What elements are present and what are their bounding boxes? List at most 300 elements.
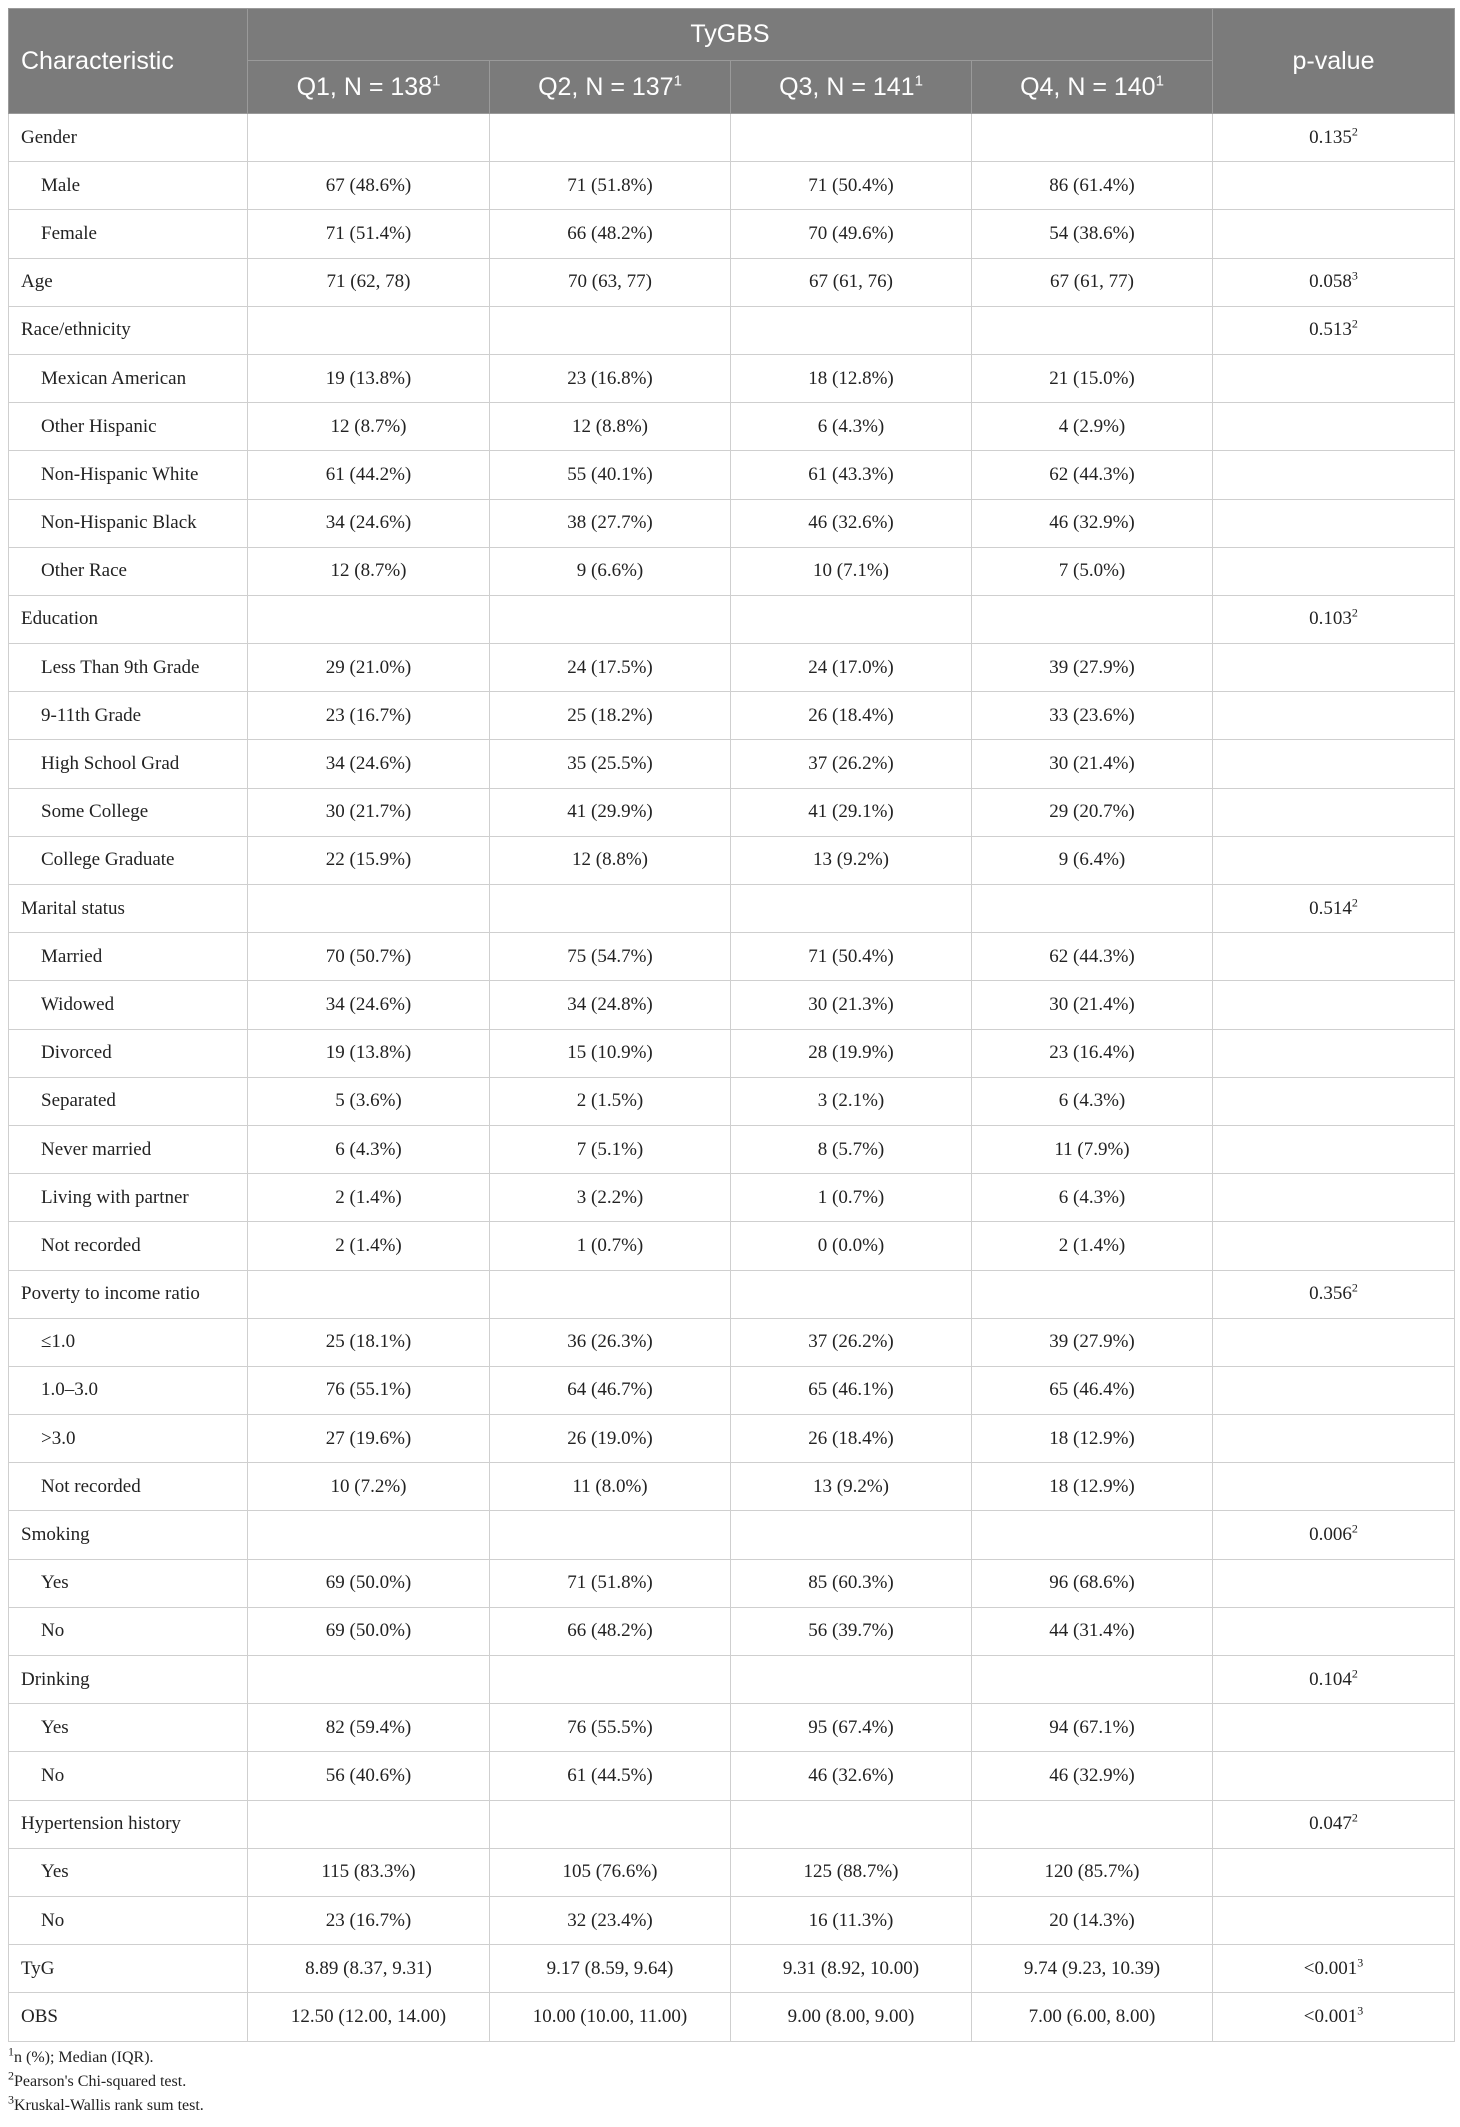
cell-q2: 26 (19.0%) bbox=[490, 1415, 731, 1463]
row-label: No bbox=[9, 1896, 248, 1944]
cell-pvalue bbox=[1213, 403, 1455, 451]
cell-q4: 62 (44.3%) bbox=[972, 933, 1213, 981]
row-label: Other Race bbox=[9, 547, 248, 595]
cell-q4 bbox=[972, 1656, 1213, 1704]
cell-q2: 32 (23.4%) bbox=[490, 1896, 731, 1944]
table-row bbox=[9, 306, 1455, 354]
cell-q3: 16 (11.3%) bbox=[731, 1896, 972, 1944]
header-characteristic: Characteristic bbox=[9, 9, 248, 114]
cell-q3 bbox=[731, 1656, 972, 1704]
table-row bbox=[9, 933, 1455, 981]
cell-q2: 2 (1.5%) bbox=[490, 1077, 731, 1125]
cell-q2 bbox=[490, 306, 731, 354]
cell-q3: 65 (46.1%) bbox=[731, 1366, 972, 1414]
cell-q1 bbox=[248, 114, 490, 162]
cell-q2: 12 (8.8%) bbox=[490, 836, 731, 884]
cell-q2: 75 (54.7%) bbox=[490, 933, 731, 981]
pvalue-text: 0.104 bbox=[1309, 1668, 1352, 1690]
table-row bbox=[9, 788, 1455, 836]
cell-q4: 86 (61.4%) bbox=[972, 162, 1213, 210]
footnote-text: Pearson's Chi-squared test. bbox=[14, 2072, 187, 2090]
row-label: Not recorded bbox=[9, 1222, 248, 1270]
cell-q1: 8.89 (8.37, 9.31) bbox=[248, 1945, 490, 1993]
cell-q4: 96 (68.6%) bbox=[972, 1559, 1213, 1607]
cell-q2 bbox=[490, 1800, 731, 1848]
cell-q3: 41 (29.1%) bbox=[731, 788, 972, 836]
cell-pvalue bbox=[1213, 210, 1455, 258]
cell-q1: 69 (50.0%) bbox=[248, 1607, 490, 1655]
table-row bbox=[9, 1174, 1455, 1222]
table-row bbox=[9, 644, 1455, 692]
header-group-tygbs: TyGBS bbox=[248, 9, 1213, 61]
table-row bbox=[9, 1704, 1455, 1752]
cell-q3: 9.31 (8.92, 10.00) bbox=[731, 1945, 972, 1993]
cell-q1: 69 (50.0%) bbox=[248, 1559, 490, 1607]
row-label: Drinking bbox=[9, 1656, 248, 1704]
pvalue-footnote-marker: 2 bbox=[1351, 1666, 1358, 1681]
row-label: Gender bbox=[9, 114, 248, 162]
cell-q2: 12 (8.8%) bbox=[490, 403, 731, 451]
cell-pvalue bbox=[1213, 1511, 1455, 1559]
cell-q1: 67 (48.6%) bbox=[248, 162, 490, 210]
cell-q3: 37 (26.2%) bbox=[731, 740, 972, 788]
cell-pvalue bbox=[1213, 644, 1455, 692]
cell-q1 bbox=[248, 1656, 490, 1704]
row-label: Hypertension history bbox=[9, 1800, 248, 1848]
table-row bbox=[9, 595, 1455, 643]
cell-q1: 34 (24.6%) bbox=[248, 499, 490, 547]
pvalue-text: 0.356 bbox=[1309, 1283, 1352, 1305]
cell-q1: 61 (44.2%) bbox=[248, 451, 490, 499]
cell-q4: 65 (46.4%) bbox=[972, 1366, 1213, 1414]
table-row bbox=[9, 1270, 1455, 1318]
footnote-marker: 1 bbox=[8, 2044, 14, 2059]
cell-q3 bbox=[731, 1270, 972, 1318]
cell-q2: 15 (10.9%) bbox=[490, 1029, 731, 1077]
cell-q3: 71 (50.4%) bbox=[731, 933, 972, 981]
table-row bbox=[9, 1366, 1455, 1414]
table-row bbox=[9, 1463, 1455, 1511]
cell-pvalue bbox=[1213, 1270, 1455, 1318]
pvalue-footnote-marker: 3 bbox=[1357, 2003, 1364, 2018]
row-label: Poverty to income ratio bbox=[9, 1270, 248, 1318]
table-row bbox=[9, 403, 1455, 451]
row-label: No bbox=[9, 1607, 248, 1655]
cell-pvalue bbox=[1213, 451, 1455, 499]
pvalue-footnote-marker: 2 bbox=[1351, 1810, 1358, 1825]
pvalue-footnote-marker: 3 bbox=[1351, 268, 1358, 283]
table-row bbox=[9, 1848, 1455, 1896]
cell-q4: 7.00 (6.00, 8.00) bbox=[972, 1993, 1213, 2041]
cell-q3: 24 (17.0%) bbox=[731, 644, 972, 692]
table-row bbox=[9, 1511, 1455, 1559]
cell-q4: 62 (44.3%) bbox=[972, 451, 1213, 499]
cell-q4 bbox=[972, 114, 1213, 162]
cell-q4 bbox=[972, 1270, 1213, 1318]
table-row bbox=[9, 1945, 1455, 1993]
cell-q3 bbox=[731, 306, 972, 354]
cell-q2: 24 (17.5%) bbox=[490, 644, 731, 692]
table-row bbox=[9, 981, 1455, 1029]
cell-pvalue bbox=[1213, 114, 1455, 162]
cell-q4: 120 (85.7%) bbox=[972, 1848, 1213, 1896]
pvalue-footnote-marker: 2 bbox=[1351, 124, 1358, 139]
table-row bbox=[9, 1077, 1455, 1125]
row-label: Never married bbox=[9, 1125, 248, 1173]
cell-q4: 9 (6.4%) bbox=[972, 836, 1213, 884]
pvalue-text: 0.135 bbox=[1309, 126, 1352, 148]
cell-q4: 7 (5.0%) bbox=[972, 547, 1213, 595]
cell-pvalue bbox=[1213, 1752, 1455, 1800]
cell-q4: 21 (15.0%) bbox=[972, 354, 1213, 402]
cell-q2: 3 (2.2%) bbox=[490, 1174, 731, 1222]
cell-q3: 10 (7.1%) bbox=[731, 547, 972, 595]
cell-q2: 64 (46.7%) bbox=[490, 1366, 731, 1414]
cell-q3: 9.00 (8.00, 9.00) bbox=[731, 1993, 972, 2041]
cell-q3: 95 (67.4%) bbox=[731, 1704, 972, 1752]
cell-q2: 23 (16.8%) bbox=[490, 354, 731, 402]
pvalue-text: 0.514 bbox=[1309, 897, 1352, 919]
table-row bbox=[9, 1559, 1455, 1607]
cell-q1: 23 (16.7%) bbox=[248, 1896, 490, 1944]
cell-q3 bbox=[731, 1511, 972, 1559]
table-row bbox=[9, 1415, 1455, 1463]
cell-q2: 1 (0.7%) bbox=[490, 1222, 731, 1270]
cell-q3: 67 (61, 76) bbox=[731, 258, 972, 306]
cell-q3 bbox=[731, 1800, 972, 1848]
table-row bbox=[9, 1752, 1455, 1800]
cell-q1: 12 (8.7%) bbox=[248, 547, 490, 595]
row-label: Marital status bbox=[9, 885, 248, 933]
cell-q4: 46 (32.9%) bbox=[972, 499, 1213, 547]
table-row bbox=[9, 1896, 1455, 1944]
table-row bbox=[9, 692, 1455, 740]
cell-q3: 71 (50.4%) bbox=[731, 162, 972, 210]
row-label: High School Grad bbox=[9, 740, 248, 788]
cell-pvalue bbox=[1213, 547, 1455, 595]
cell-q3: 13 (9.2%) bbox=[731, 836, 972, 884]
cell-q3: 56 (39.7%) bbox=[731, 1607, 972, 1655]
cell-q2 bbox=[490, 1511, 731, 1559]
cell-q1 bbox=[248, 595, 490, 643]
cell-q3: 6 (4.3%) bbox=[731, 403, 972, 451]
footnote-text: n (%); Median (IQR). bbox=[14, 2048, 154, 2066]
row-label: Yes bbox=[9, 1559, 248, 1607]
cell-pvalue bbox=[1213, 1415, 1455, 1463]
cell-q4: 39 (27.9%) bbox=[972, 644, 1213, 692]
cell-q2: 55 (40.1%) bbox=[490, 451, 731, 499]
cell-q1: 56 (40.6%) bbox=[248, 1752, 490, 1800]
cell-q3: 8 (5.7%) bbox=[731, 1125, 972, 1173]
cell-q4: 94 (67.1%) bbox=[972, 1704, 1213, 1752]
table-row bbox=[9, 210, 1455, 258]
cell-q2: 9.17 (8.59, 9.64) bbox=[490, 1945, 731, 1993]
table-footnotes bbox=[8, 2046, 1454, 2118]
cell-q3: 37 (26.2%) bbox=[731, 1318, 972, 1366]
cell-pvalue bbox=[1213, 1125, 1455, 1173]
cell-q1: 27 (19.6%) bbox=[248, 1415, 490, 1463]
cell-q1: 12.50 (12.00, 14.00) bbox=[248, 1993, 490, 2041]
cell-q4 bbox=[972, 1511, 1213, 1559]
cell-q3: 13 (9.2%) bbox=[731, 1463, 972, 1511]
cell-q1: 23 (16.7%) bbox=[248, 692, 490, 740]
row-label: Some College bbox=[9, 788, 248, 836]
cell-q4: 54 (38.6%) bbox=[972, 210, 1213, 258]
row-label: TyG bbox=[9, 1945, 248, 1993]
cell-q1: 12 (8.7%) bbox=[248, 403, 490, 451]
cell-q3: 26 (18.4%) bbox=[731, 1415, 972, 1463]
cell-pvalue bbox=[1213, 1848, 1455, 1896]
footnote-marker: 2 bbox=[8, 2068, 14, 2083]
cell-q3 bbox=[731, 595, 972, 643]
cell-q3: 3 (2.1%) bbox=[731, 1077, 972, 1125]
cell-q2 bbox=[490, 885, 731, 933]
cell-q3: 61 (43.3%) bbox=[731, 451, 972, 499]
header-q4: Q4, $N = 140^1$ bbox=[972, 61, 1213, 114]
row-label: 1.0–3.0 bbox=[9, 1366, 248, 1414]
cell-q2: 76 (55.5%) bbox=[490, 1704, 731, 1752]
cell-q2: 70 (63, 77) bbox=[490, 258, 731, 306]
row-label: 9-11th Grade bbox=[9, 692, 248, 740]
cell-q4: 39 (27.9%) bbox=[972, 1318, 1213, 1366]
cell-pvalue bbox=[1213, 1800, 1455, 1848]
cell-q3: 26 (18.4%) bbox=[731, 692, 972, 740]
row-label: Non-Hispanic White bbox=[9, 451, 248, 499]
pvalue-text: 0.058 bbox=[1309, 271, 1352, 293]
cell-pvalue bbox=[1213, 595, 1455, 643]
cell-q2 bbox=[490, 1656, 731, 1704]
cell-q1: 19 (13.8%) bbox=[248, 1029, 490, 1077]
cell-pvalue bbox=[1213, 1029, 1455, 1077]
cell-pvalue bbox=[1213, 1366, 1455, 1414]
characteristics-table bbox=[8, 8, 1455, 2042]
row-label: Not recorded bbox=[9, 1463, 248, 1511]
row-label: Married bbox=[9, 933, 248, 981]
table-row bbox=[9, 451, 1455, 499]
cell-pvalue bbox=[1213, 933, 1455, 981]
row-label: >3.0 bbox=[9, 1415, 248, 1463]
cell-q1 bbox=[248, 306, 490, 354]
table-row bbox=[9, 114, 1455, 162]
cell-q1: 70 (50.7%) bbox=[248, 933, 490, 981]
cell-q4: 18 (12.9%) bbox=[972, 1463, 1213, 1511]
cell-q1: 29 (21.0%) bbox=[248, 644, 490, 692]
cell-q1 bbox=[248, 885, 490, 933]
cell-q1: 2 (1.4%) bbox=[248, 1174, 490, 1222]
cell-q2: 36 (26.3%) bbox=[490, 1318, 731, 1366]
table-row bbox=[9, 547, 1455, 595]
cell-pvalue bbox=[1213, 499, 1455, 547]
header-pvalue: p-value bbox=[1213, 9, 1455, 114]
cell-q3: 46 (32.6%) bbox=[731, 499, 972, 547]
row-label: Education bbox=[9, 595, 248, 643]
cell-pvalue bbox=[1213, 1077, 1455, 1125]
row-label: No bbox=[9, 1752, 248, 1800]
cell-q4: 33 (23.6%) bbox=[972, 692, 1213, 740]
row-label: Yes bbox=[9, 1704, 248, 1752]
cell-q4: 11 (7.9%) bbox=[972, 1125, 1213, 1173]
cell-q1: 30 (21.7%) bbox=[248, 788, 490, 836]
table-header bbox=[9, 9, 1455, 114]
cell-q1: 34 (24.6%) bbox=[248, 740, 490, 788]
cell-q2 bbox=[490, 1270, 731, 1318]
cell-q2: 35 (25.5%) bbox=[490, 740, 731, 788]
row-label: Age bbox=[9, 258, 248, 306]
cell-q4 bbox=[972, 306, 1213, 354]
cell-q4: 30 (21.4%) bbox=[972, 740, 1213, 788]
row-label: Race/ethnicity bbox=[9, 306, 248, 354]
table-row bbox=[9, 499, 1455, 547]
pvalue-text: 0.103 bbox=[1309, 608, 1352, 630]
table-row bbox=[9, 1800, 1455, 1848]
cell-pvalue bbox=[1213, 1896, 1455, 1944]
table-row bbox=[9, 1125, 1455, 1173]
cell-pvalue bbox=[1213, 836, 1455, 884]
cell-q2: 7 (5.1%) bbox=[490, 1125, 731, 1173]
table-row bbox=[9, 1656, 1455, 1704]
cell-q4: 44 (31.4%) bbox=[972, 1607, 1213, 1655]
cell-q3: 46 (32.6%) bbox=[731, 1752, 972, 1800]
cell-q2: 38 (27.7%) bbox=[490, 499, 731, 547]
cell-pvalue bbox=[1213, 740, 1455, 788]
pvalue-text: 0.006 bbox=[1309, 1524, 1352, 1546]
cell-pvalue bbox=[1213, 1945, 1455, 1993]
row-label: Widowed bbox=[9, 981, 248, 1029]
cell-q3 bbox=[731, 114, 972, 162]
cell-pvalue bbox=[1213, 788, 1455, 836]
cell-q4: 6 (4.3%) bbox=[972, 1174, 1213, 1222]
cell-pvalue bbox=[1213, 306, 1455, 354]
cell-q4 bbox=[972, 1800, 1213, 1848]
cell-q3: 0 (0.0%) bbox=[731, 1222, 972, 1270]
table-row bbox=[9, 1993, 1455, 2041]
table-row bbox=[9, 162, 1455, 210]
header-q3: Q3, $N = 141^1$ bbox=[731, 61, 972, 114]
cell-q1: 25 (18.1%) bbox=[248, 1318, 490, 1366]
pvalue-footnote-marker: 2 bbox=[1351, 895, 1358, 910]
cell-q1: 115 (83.3%) bbox=[248, 1848, 490, 1896]
row-label: Female bbox=[9, 210, 248, 258]
cell-q4: 29 (20.7%) bbox=[972, 788, 1213, 836]
footnote-text: Kruskal-Wallis rank sum test. bbox=[14, 2096, 204, 2114]
cell-q4 bbox=[972, 595, 1213, 643]
cell-q1: 71 (62, 78) bbox=[248, 258, 490, 306]
cell-q2: 34 (24.8%) bbox=[490, 981, 731, 1029]
cell-pvalue bbox=[1213, 1222, 1455, 1270]
cell-q3: 70 (49.6%) bbox=[731, 210, 972, 258]
cell-q1: 71 (51.4%) bbox=[248, 210, 490, 258]
pvalue-footnote-marker: 2 bbox=[1351, 317, 1358, 332]
cell-pvalue bbox=[1213, 981, 1455, 1029]
cell-q2 bbox=[490, 114, 731, 162]
cell-q3: 18 (12.8%) bbox=[731, 354, 972, 402]
cell-q3 bbox=[731, 885, 972, 933]
cell-q3: 30 (21.3%) bbox=[731, 981, 972, 1029]
cell-q4: 46 (32.9%) bbox=[972, 1752, 1213, 1800]
table-body bbox=[9, 114, 1455, 2042]
cell-q4: 30 (21.4%) bbox=[972, 981, 1213, 1029]
cell-pvalue bbox=[1213, 1993, 1455, 2041]
row-label: Yes bbox=[9, 1848, 248, 1896]
cell-q1: 76 (55.1%) bbox=[248, 1366, 490, 1414]
cell-pvalue bbox=[1213, 1656, 1455, 1704]
cell-pvalue bbox=[1213, 692, 1455, 740]
pvalue-text: <0.001 bbox=[1303, 1957, 1358, 1979]
cell-q4: 67 (61, 77) bbox=[972, 258, 1213, 306]
cell-q3: 85 (60.3%) bbox=[731, 1559, 972, 1607]
cell-q2: 61 (44.5%) bbox=[490, 1752, 731, 1800]
cell-q4: 18 (12.9%) bbox=[972, 1415, 1213, 1463]
cell-q1: 6 (4.3%) bbox=[248, 1125, 490, 1173]
row-label: Mexican American bbox=[9, 354, 248, 402]
pvalue-footnote-marker: 2 bbox=[1351, 606, 1358, 621]
cell-q2: 71 (51.8%) bbox=[490, 1559, 731, 1607]
cell-q2: 9 (6.6%) bbox=[490, 547, 731, 595]
footnote bbox=[8, 2070, 1454, 2094]
cell-pvalue bbox=[1213, 1463, 1455, 1511]
cell-pvalue bbox=[1213, 258, 1455, 306]
cell-q2: 41 (29.9%) bbox=[490, 788, 731, 836]
table-row bbox=[9, 354, 1455, 402]
table-row bbox=[9, 836, 1455, 884]
cell-q1 bbox=[248, 1270, 490, 1318]
cell-q2 bbox=[490, 595, 731, 643]
pvalue-footnote-marker: 2 bbox=[1351, 1521, 1358, 1536]
table-row bbox=[9, 1029, 1455, 1077]
header-q2: Q2, $N = 137^1$ bbox=[490, 61, 731, 114]
cell-q1: 10 (7.2%) bbox=[248, 1463, 490, 1511]
cell-q1 bbox=[248, 1511, 490, 1559]
cell-q1 bbox=[248, 1800, 490, 1848]
row-label: Smoking bbox=[9, 1511, 248, 1559]
table-row bbox=[9, 740, 1455, 788]
cell-pvalue bbox=[1213, 1704, 1455, 1752]
cell-q4: 9.74 (9.23, 10.39) bbox=[972, 1945, 1213, 1993]
row-label: ≤1.0 bbox=[9, 1318, 248, 1366]
cell-pvalue bbox=[1213, 1607, 1455, 1655]
cell-q2: 10.00 (10.00, 11.00) bbox=[490, 1993, 731, 2041]
cell-pvalue bbox=[1213, 162, 1455, 210]
row-label: Less Than 9th Grade bbox=[9, 644, 248, 692]
cell-pvalue bbox=[1213, 1318, 1455, 1366]
table-row bbox=[9, 1607, 1455, 1655]
cell-q1: 2 (1.4%) bbox=[248, 1222, 490, 1270]
footnote bbox=[8, 2046, 1454, 2070]
row-label: Other Hispanic bbox=[9, 403, 248, 451]
footnote-marker: 3 bbox=[8, 2092, 14, 2107]
row-label: Living with partner bbox=[9, 1174, 248, 1222]
row-label: OBS bbox=[9, 1993, 248, 2041]
pvalue-footnote-marker: 3 bbox=[1357, 1955, 1364, 1970]
pvalue-text: <0.001 bbox=[1303, 2005, 1358, 2027]
cell-q1: 82 (59.4%) bbox=[248, 1704, 490, 1752]
table-row bbox=[9, 1318, 1455, 1366]
table-row bbox=[9, 258, 1455, 306]
cell-q1: 22 (15.9%) bbox=[248, 836, 490, 884]
cell-q1: 19 (13.8%) bbox=[248, 354, 490, 402]
cell-q4: 2 (1.4%) bbox=[972, 1222, 1213, 1270]
table-row bbox=[9, 1222, 1455, 1270]
cell-pvalue bbox=[1213, 1174, 1455, 1222]
cell-q1: 5 (3.6%) bbox=[248, 1077, 490, 1125]
row-label: Divorced bbox=[9, 1029, 248, 1077]
pvalue-text: 0.513 bbox=[1309, 319, 1352, 341]
table-container bbox=[8, 8, 1454, 2118]
cell-q2: 11 (8.0%) bbox=[490, 1463, 731, 1511]
cell-q2: 25 (18.2%) bbox=[490, 692, 731, 740]
cell-q2: 105 (76.6%) bbox=[490, 1848, 731, 1896]
footnote bbox=[8, 2094, 1454, 2118]
